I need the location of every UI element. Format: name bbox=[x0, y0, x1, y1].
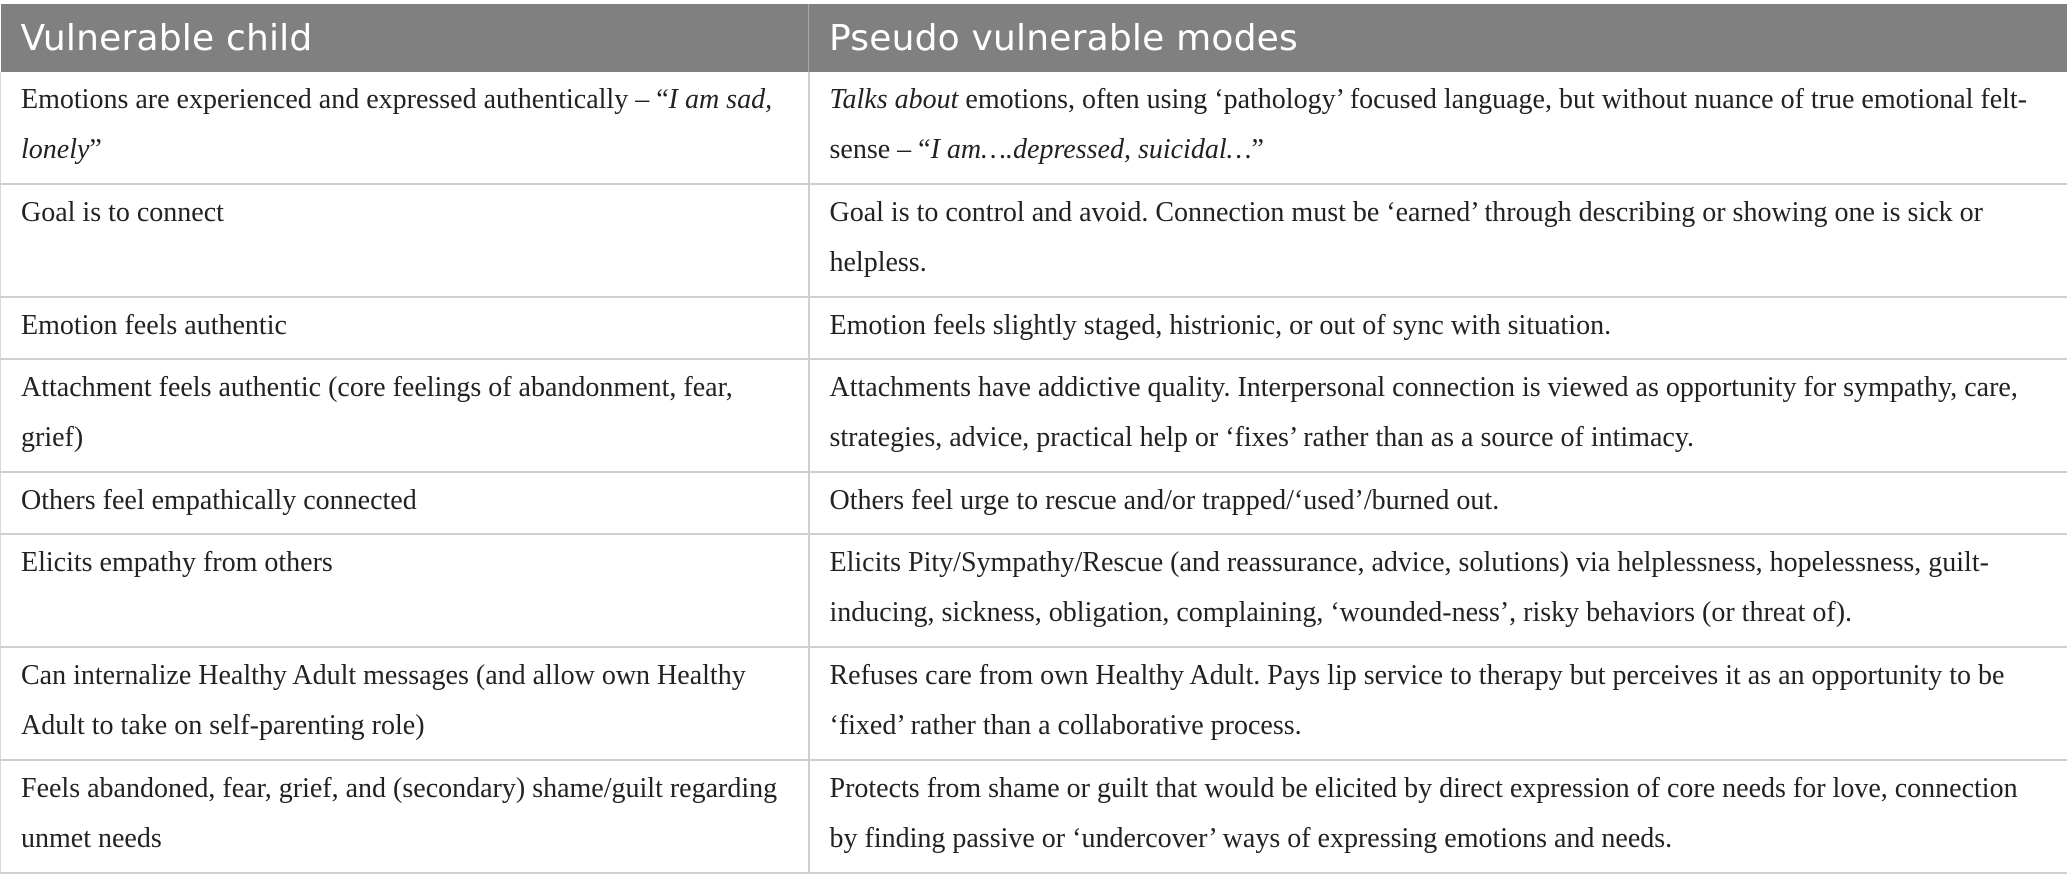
table-row bbox=[1, 184, 2067, 297]
comparison-table bbox=[0, 4, 2067, 874]
cell-pseudo-vulnerable: Attachments have addictive quality. Interpersonal connection is viewed as opportunity for sympathy, care, strategies, advice, practical help or ‘fixes’ rather than as a source of intimacy. bbox=[809, 359, 2067, 472]
table-body bbox=[1, 72, 2067, 873]
cell-pseudo-vulnerable: Goal is to control and avoid. Connection must be ‘earned’ through describing or showing one is sick or helpless. bbox=[809, 184, 2067, 297]
cell-vulnerable-child: Emotions are experienced and expressed authentically – “I am sad, lonely” bbox=[1, 72, 809, 184]
cell-vulnerable-child: Goal is to connect bbox=[1, 184, 809, 297]
cell-vulnerable-child: Can internalize Healthy Adult messages (and allow own Healthy Adult to take on self-parenting role) bbox=[1, 647, 809, 760]
table-row bbox=[1, 359, 2067, 472]
header-row bbox=[1, 4, 2067, 72]
cell-pseudo-vulnerable: Emotion feels slightly staged, histrionic, or out of sync with situation. bbox=[809, 297, 2067, 359]
table-row bbox=[1, 647, 2067, 760]
cell-pseudo-vulnerable: Elicits Pity/Sympathy/Rescue (and reassurance, advice, solutions) via helplessness, hopelessness, guilt-inducing, sickness, obligation, complaining, ‘wounded-ness’, risky behaviors (or threat of). bbox=[809, 534, 2067, 647]
cell-vulnerable-child: Elicits empathy from others bbox=[1, 534, 809, 647]
modes-table bbox=[0, 4, 2067, 874]
header-pseudo-vulnerable-modes: Pseudo vulnerable modes bbox=[809, 4, 2067, 72]
cell-pseudo-vulnerable: Others feel urge to rescue and/or trapped/‘used’/burned out. bbox=[809, 472, 2067, 534]
cell-vulnerable-child: Attachment feels authentic (core feelings of abandonment, fear, grief) bbox=[1, 359, 809, 472]
table-row bbox=[1, 72, 2067, 184]
cell-pseudo-vulnerable: Protects from shame or guilt that would be elicited by direct expression of core needs for love, connection by finding passive or ‘undercover’ ways of expressing emotions and needs. bbox=[809, 760, 2067, 873]
table-row bbox=[1, 534, 2067, 647]
table-row bbox=[1, 472, 2067, 534]
table-header bbox=[1, 4, 2067, 72]
table-row bbox=[1, 760, 2067, 873]
cell-pseudo-vulnerable: Refuses care from own Healthy Adult. Pays lip service to therapy but perceives it as an opportunity to be ‘fixed’ rather than a collaborative process. bbox=[809, 647, 2067, 760]
cell-vulnerable-child: Others feel empathically connected bbox=[1, 472, 809, 534]
cell-pseudo-vulnerable: Talks about emotions, often using ‘pathology’ focused language, but without nuance of true emotional felt-sense – “I am….depressed, suicidal…” bbox=[809, 72, 2067, 184]
cell-vulnerable-child: Emotion feels authentic bbox=[1, 297, 809, 359]
table-row bbox=[1, 297, 2067, 359]
header-vulnerable-child: Vulnerable child bbox=[1, 4, 809, 72]
cell-vulnerable-child: Feels abandoned, fear, grief, and (secondary) shame/guilt regarding unmet needs bbox=[1, 760, 809, 873]
